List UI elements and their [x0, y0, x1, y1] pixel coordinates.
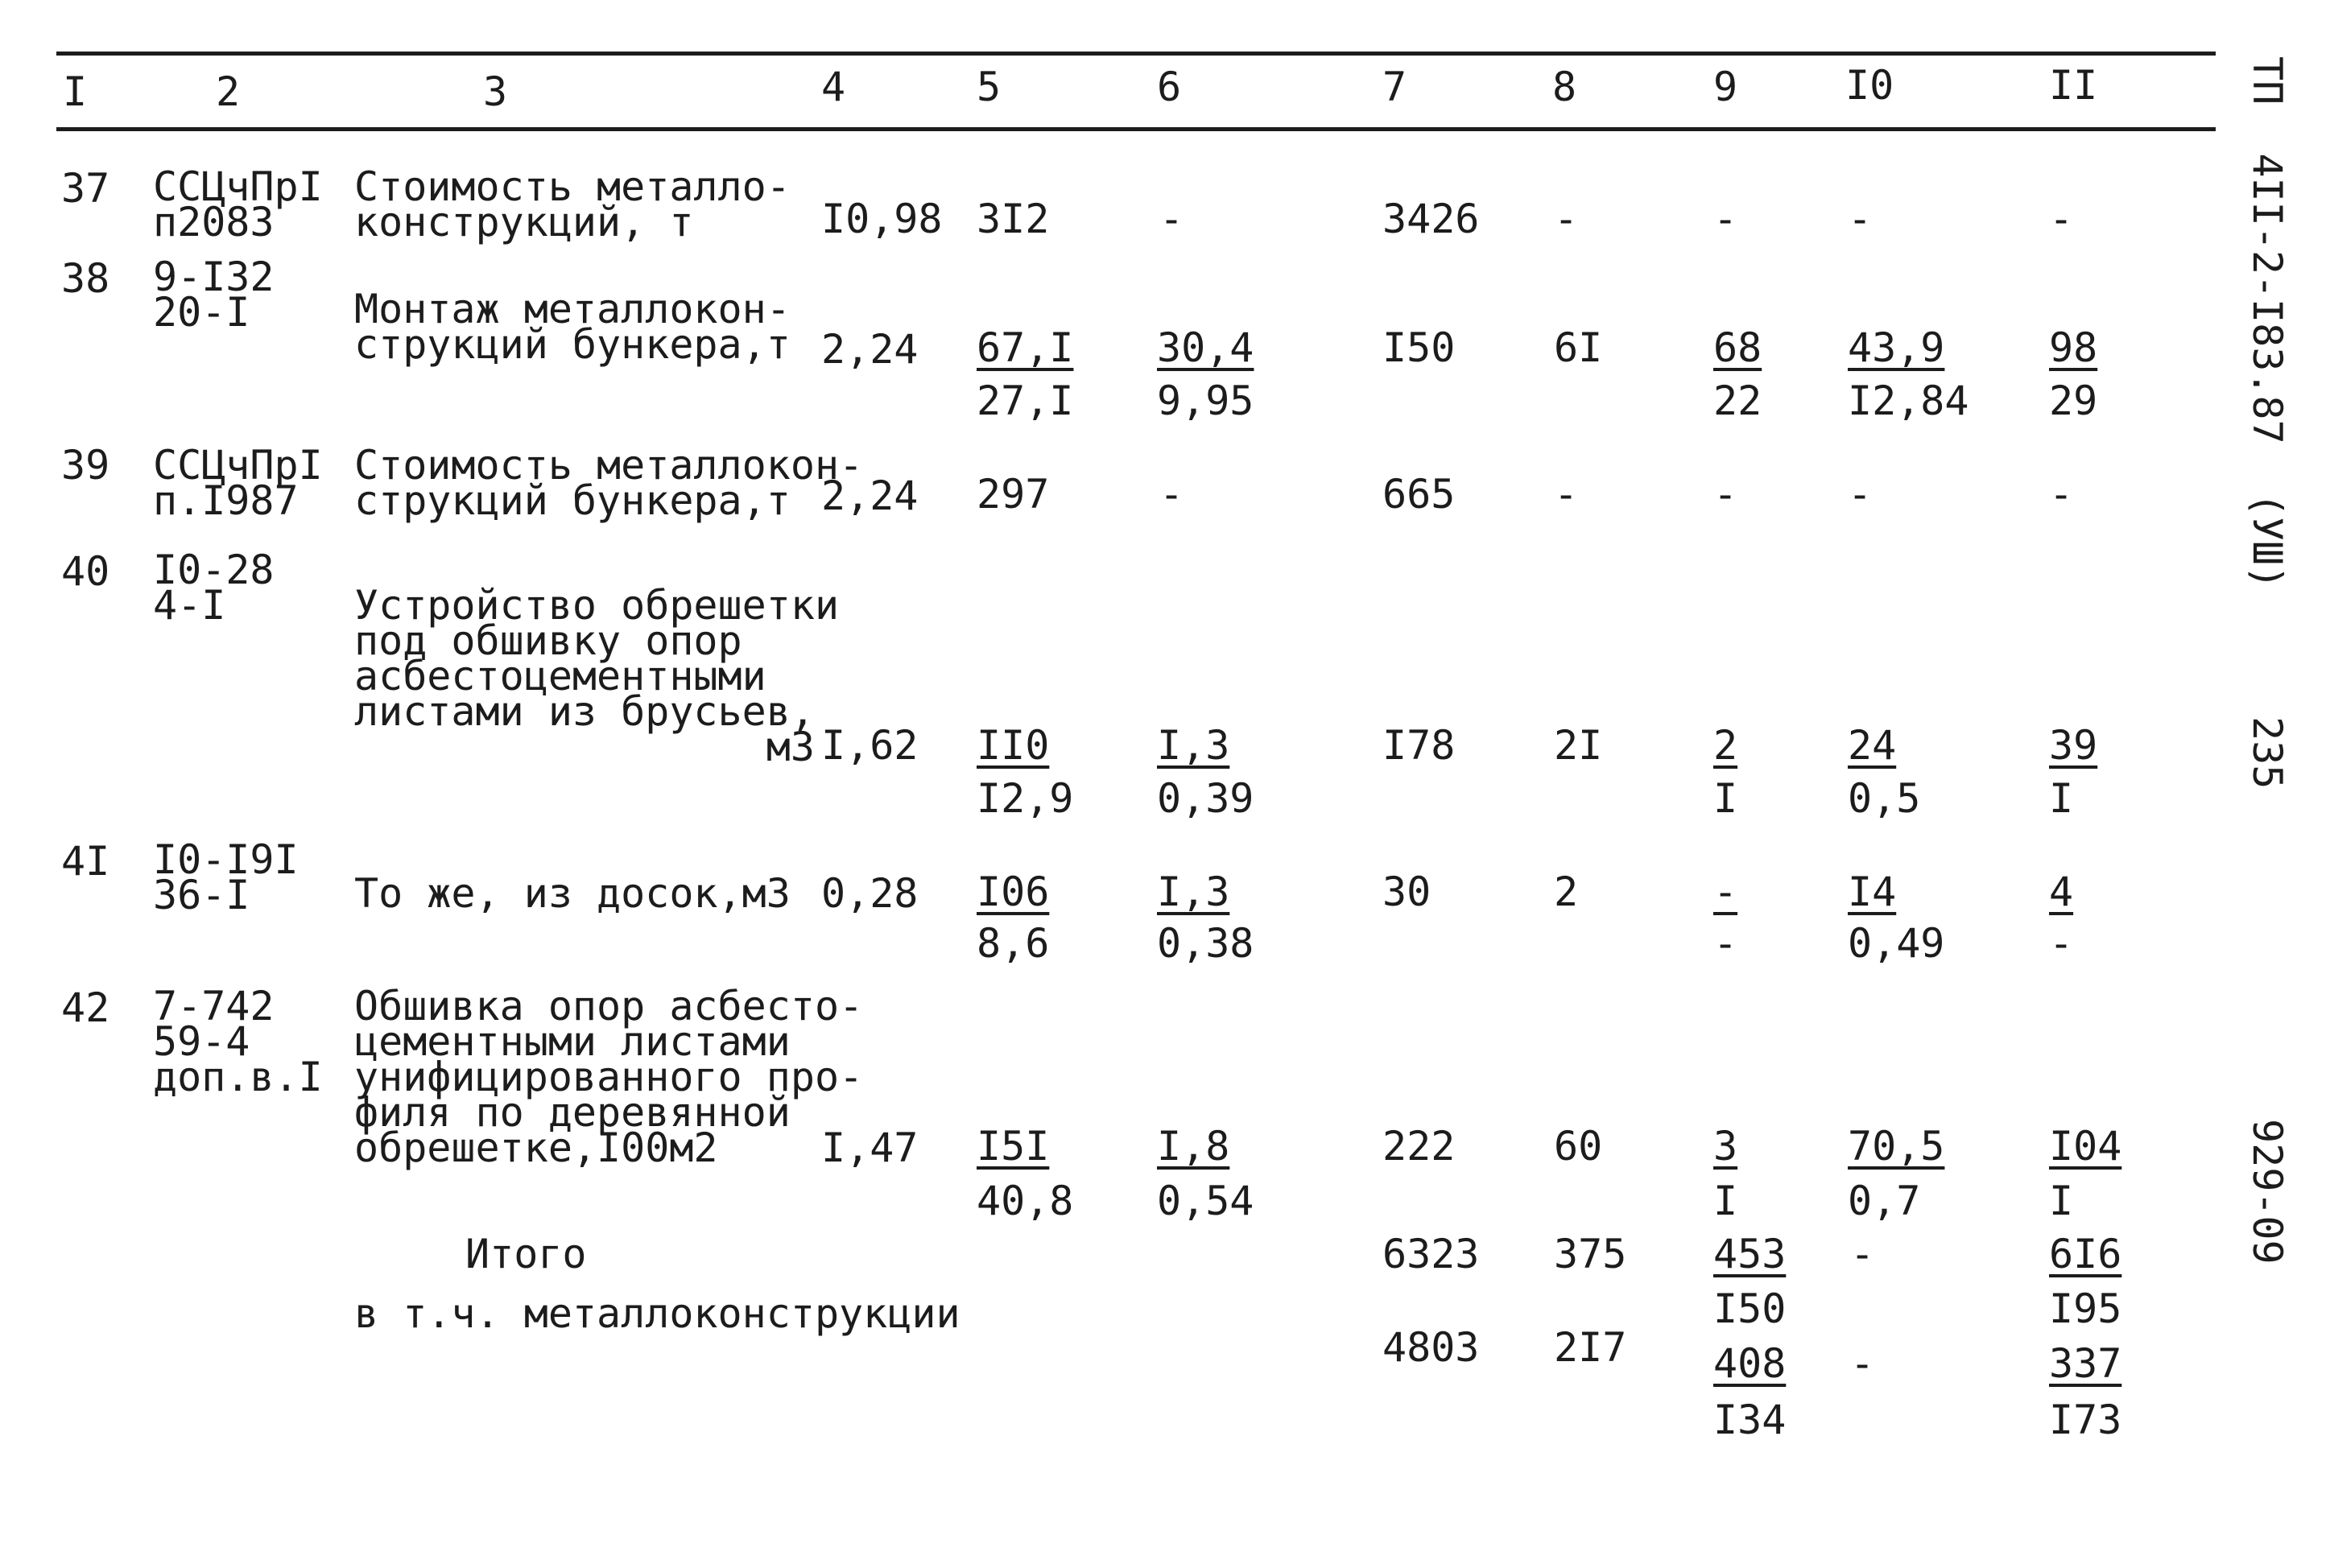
row-c9-bottom: I [1713, 1178, 1738, 1224]
row-c9-top: - [1713, 869, 1738, 915]
row-quantity: I,62 [821, 722, 919, 769]
row-c10-bottom: 0,7 [1848, 1178, 1921, 1224]
total-label: Итого [465, 1231, 587, 1277]
row-description: То же, из досок,м3 [354, 870, 791, 917]
row-c8: 2I [1554, 722, 1603, 769]
row-c5-bottom: I2,9 [977, 775, 1074, 822]
row-code: I0-28 4-I [153, 547, 275, 629]
row-c11: - [2049, 471, 2074, 518]
row-c11-bottom: I [2049, 775, 2074, 822]
row-quantity: 2,24 [821, 326, 919, 373]
total-c9-bottom: I50 [1713, 1285, 1787, 1332]
row-number: 42 [61, 984, 110, 1031]
row-c6-top: 30,4 [1157, 324, 1254, 371]
row-c8: 6I [1554, 324, 1603, 371]
row-c7: 665 [1382, 471, 1456, 518]
row-c7: 222 [1382, 1123, 1456, 1170]
column-header-8: 8 [1552, 64, 1577, 110]
total-c11-top: 6I6 [2049, 1231, 2122, 1277]
metal-c8: 2I7 [1554, 1324, 1627, 1371]
row-c10-bottom: 0,49 [1848, 920, 1945, 967]
row-c9: - [1713, 471, 1738, 518]
header-bottom-rule [56, 127, 2216, 131]
row-c10-bottom: 0,5 [1848, 775, 1921, 822]
row-c9-top: 68 [1713, 324, 1762, 371]
row-c7: 30 [1382, 869, 1431, 915]
row-c11-bottom: - [2049, 920, 2074, 967]
row-c10-top: 70,5 [1848, 1123, 1945, 1170]
column-header-1: I [63, 68, 88, 115]
total-c11-bottom: I95 [2049, 1285, 2122, 1332]
sheet-number: 929-09 [2244, 1119, 2291, 1265]
row-c11-bottom: I [2049, 1178, 2074, 1224]
row-description: Обшивка опор асбесто- цементными листами унифицированного про- филя по деревянной обрешетке,I00м2 [354, 983, 864, 1171]
row-description: Стоимость металлокон- струкций бункера,т [354, 442, 864, 524]
column-header-3: 3 [483, 68, 508, 115]
row-description: Стоимость металло- конструкций, т [354, 163, 791, 246]
column-header-6: 6 [1157, 64, 1182, 110]
total-c7: 6323 [1382, 1231, 1480, 1277]
row-quantity: I,47 [821, 1124, 919, 1171]
row-c8: 2 [1554, 869, 1579, 915]
row-code: ССЦчПрI п.I987 [153, 442, 323, 524]
row-c7: I78 [1382, 722, 1456, 769]
row-quantity: I0,98 [821, 196, 943, 242]
row-c10-top: I4 [1848, 869, 1897, 915]
row-c5-bottom: 27,I [977, 378, 1074, 424]
row-c6-top: I,3 [1157, 869, 1230, 915]
row-c11-top: 39 [2049, 722, 2098, 769]
row-c10-top: 24 [1848, 722, 1897, 769]
row-quantity: 2,24 [821, 472, 919, 519]
document-code: ТП 4II-2-I83.87 (УШ) [2244, 56, 2291, 590]
row-c10: - [1848, 471, 1873, 518]
row-c6: - [1159, 196, 1184, 242]
column-header-10: I0 [1845, 62, 1894, 109]
row-code: ССЦчПрI п2083 [153, 163, 323, 246]
row-description: Монтаж металлокон- струкций бункера,т [354, 286, 791, 368]
row-c9: - [1713, 196, 1738, 242]
row-number: 37 [61, 165, 110, 212]
row-c9-top: 3 [1713, 1123, 1738, 1170]
row-c6-bottom: 0,38 [1157, 920, 1254, 967]
row-c5-top: I5I [977, 1123, 1050, 1170]
row-c8: 60 [1554, 1123, 1603, 1170]
row-c11-top: I04 [2049, 1123, 2122, 1170]
row-c10: - [1848, 196, 1873, 242]
row-c6-bottom: 0,54 [1157, 1178, 1254, 1224]
row-c6-top: I,8 [1157, 1123, 1230, 1170]
metal-c9-top: 408 [1713, 1340, 1787, 1387]
column-header-2: 2 [216, 68, 241, 115]
row-number: 4I [61, 838, 110, 885]
row-c7: I50 [1382, 324, 1456, 371]
row-c8: - [1554, 196, 1579, 242]
row-code: I0-I9I 36-I [153, 836, 299, 918]
metal-c7: 4803 [1382, 1324, 1480, 1371]
metal-c11-bottom: I73 [2049, 1397, 2122, 1443]
row-c11-top: 4 [2049, 869, 2074, 915]
total-c10: - [1850, 1231, 1875, 1277]
row-c11-top: 98 [2049, 324, 2098, 371]
row-number: 38 [61, 255, 110, 302]
row-c5-bottom: 40,8 [977, 1178, 1074, 1224]
header-top-rule [56, 52, 2216, 56]
row-c5-top: I06 [977, 869, 1050, 915]
metal-subtotal-label: в т.ч. металлоконструкции [354, 1290, 961, 1337]
row-number: 39 [61, 442, 110, 489]
column-header-4: 4 [821, 64, 846, 110]
row-quantity: 0,28 [821, 870, 919, 917]
metal-c10: - [1850, 1340, 1875, 1387]
row-code: 9-I32 20-I [153, 254, 275, 336]
row-number: 40 [61, 548, 110, 595]
total-c9-top: 453 [1713, 1231, 1787, 1277]
column-header-9: 9 [1713, 64, 1738, 110]
column-header-5: 5 [977, 64, 1002, 110]
row-c6: - [1159, 471, 1184, 518]
row-description: Устройство обрешетки под обшивку опор асбестоцементными листами из брусьев, м3 [354, 582, 840, 770]
row-c9-bottom: I [1713, 775, 1738, 822]
row-c5-top: II0 [977, 722, 1050, 769]
row-c9-top: 2 [1713, 722, 1738, 769]
row-c6-bottom: 0,39 [1157, 775, 1254, 822]
row-c5-top: 67,I [977, 324, 1074, 371]
metal-c11-top: 337 [2049, 1340, 2122, 1387]
row-c5: 297 [977, 471, 1050, 518]
row-c10-top: 43,9 [1848, 324, 1945, 371]
column-header-7: 7 [1382, 64, 1407, 110]
row-c11-bottom: 29 [2049, 378, 2098, 424]
row-c6-bottom: 9,95 [1157, 378, 1254, 424]
metal-c9-bottom: I34 [1713, 1397, 1787, 1443]
total-c8: 375 [1554, 1231, 1627, 1277]
row-c8: - [1554, 471, 1579, 518]
row-c5-bottom: 8,6 [977, 920, 1050, 967]
column-header-11: II [2049, 62, 2098, 109]
row-c9-bottom: 22 [1713, 378, 1762, 424]
row-c10-bottom: I2,84 [1848, 378, 1969, 424]
row-c9-bottom: - [1713, 920, 1738, 967]
page-number: 235 [2244, 716, 2291, 790]
row-code: 7-742 59-4 доп.в.I [153, 983, 323, 1100]
row-c6-top: I,3 [1157, 722, 1230, 769]
row-c11: - [2049, 196, 2074, 242]
row-c7: 3426 [1382, 196, 1480, 242]
row-c5: 3I2 [977, 196, 1050, 242]
